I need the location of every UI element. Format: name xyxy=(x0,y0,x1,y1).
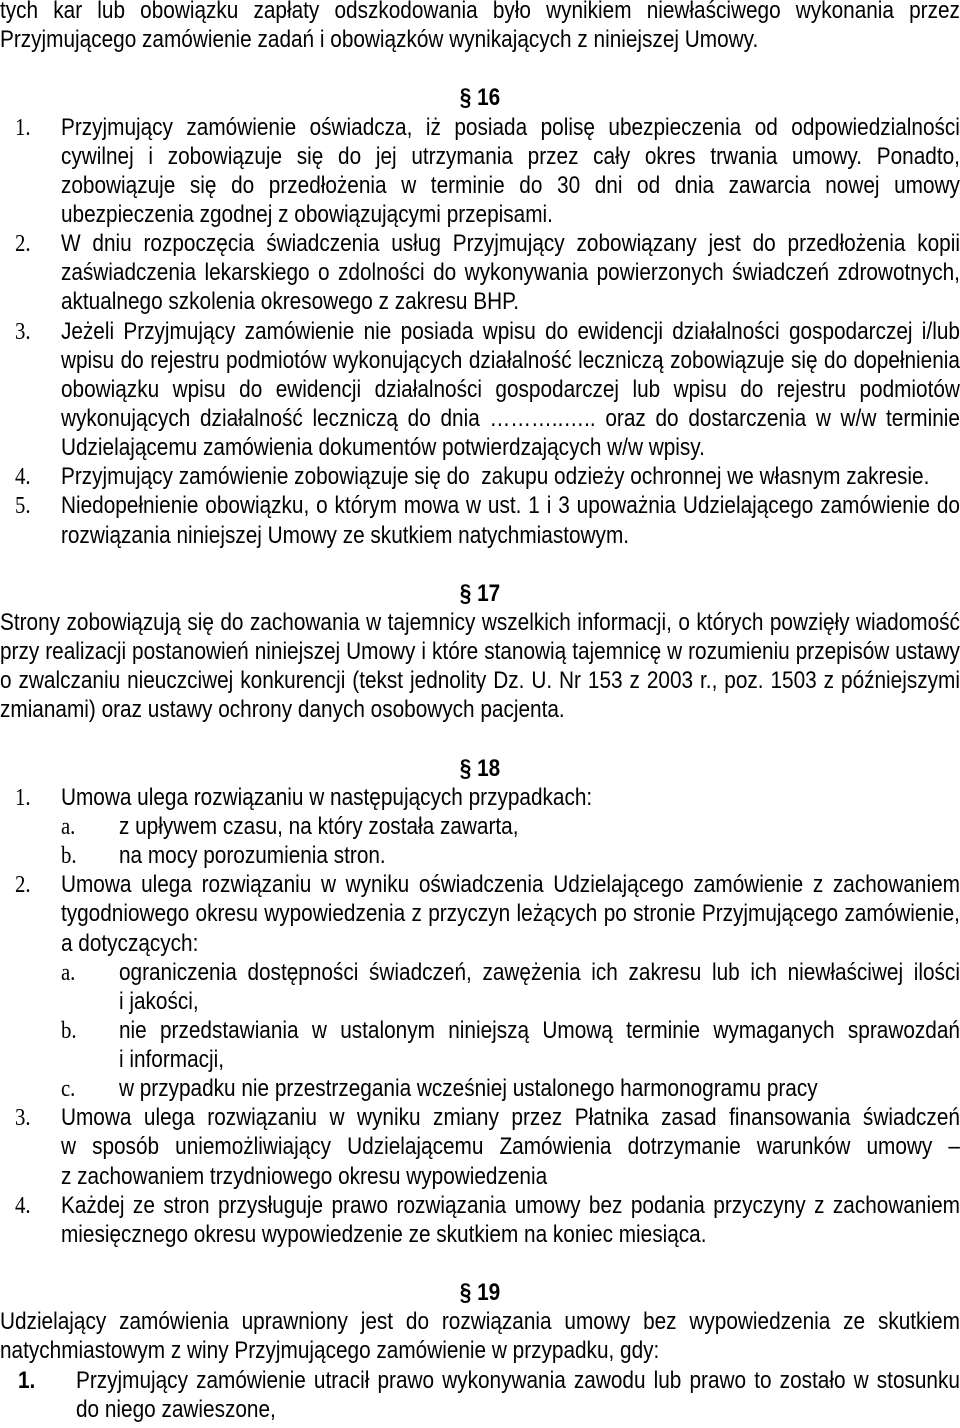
text-line: Umowa ulega rozwiązaniu w wyniku oświadczenia Udzielającego zamówienie z zachowaniem xyxy=(60,871,960,899)
item-number: 1. xyxy=(17,1366,36,1394)
item-number: 1. xyxy=(14,113,31,141)
text-line: w sposób uniemożliwiający Udzielającemu Zamówienia dotrzymanie warunków umowy – xyxy=(60,1133,960,1161)
text-line: zaświadczenia lekarskiego o zdolności do wykonywania powierzonych świadczeń zdrowotnych, xyxy=(60,259,960,287)
text-line: ograniczenia dostępności świadczeń, zawężenia ich zakresu lub ich niewłaściwej ilości xyxy=(118,958,960,986)
sub-item-letter: a. xyxy=(60,812,76,840)
item-number: 4. xyxy=(14,463,31,491)
text-line: na mocy porozumienia stron. xyxy=(118,842,386,870)
item-number: 3. xyxy=(14,317,31,345)
text-line: Umowa ulega rozwiązaniu w wyniku zmiany przez Płatnika zasad finansowania świadczeń xyxy=(60,1104,960,1132)
text-line: nie przedstawiania w ustalonym niniejszą Umową terminie wymaganych sprawozdań xyxy=(118,1016,960,1044)
text-line: tygodniowego okresu wypowiedzenia z przyczyn leżących po stronie Przyjmującego zamówienie, xyxy=(60,900,960,928)
item-number: 4. xyxy=(14,1191,31,1219)
blank-line xyxy=(0,1249,960,1278)
numbered-item xyxy=(0,870,960,1103)
numbered-item xyxy=(0,229,960,316)
numbered-item xyxy=(0,783,960,870)
blank-line xyxy=(0,54,960,83)
text-line: z upływem czasu, na który została zawarta, xyxy=(118,812,519,840)
text-line: Udzielający zamówienia uprawniony jest do rozwiązania umowy bez wypowiedzenia ze skutkiem xyxy=(0,1308,960,1336)
numbered-item xyxy=(0,317,960,463)
sub-item-letter: b. xyxy=(60,1016,77,1044)
sub-item-letter: b. xyxy=(60,842,77,870)
sub-item xyxy=(61,841,960,870)
section-17 xyxy=(0,579,960,725)
text-line: Przyjmujący zamówienie zobowiązuje się do zakupu odzieży ochronnej we własnym zakresie. xyxy=(60,463,930,491)
text-line: a dotyczących: xyxy=(60,929,199,957)
numbered-item xyxy=(0,113,960,230)
blank-line xyxy=(0,550,960,579)
text-line: tych kar lub obowiązku zapłaty odszkodowania było wynikiem niewłaściwego wykonania przez xyxy=(0,0,960,24)
item-number: 3. xyxy=(14,1104,31,1132)
text-line: W dniu rozpoczęcia świadczenia usług Przyjmujący zobowiązany jest do przedłożenia kopii xyxy=(60,230,960,258)
paragraph xyxy=(0,1307,960,1365)
numbered-item xyxy=(0,491,960,549)
sub-item-letter: c. xyxy=(60,1075,76,1103)
text-line: Jeżeli Przyjmujący zamówienie nie posiada wpisu do ewidencji działalności gospodarczej i/lub xyxy=(60,317,960,345)
text-line: Strony zobowiązują się do zachowania w tajemnicy wszelkich informacji, o których powzięły wiadomość xyxy=(0,608,960,636)
text-line: z zachowaniem trzydniowego okresu wypowiedzenia xyxy=(60,1162,548,1190)
item-number: 2. xyxy=(14,871,31,899)
text-line: o zwalczaniu nieuczciwej konkurencji (tekst jednolity Dz. U. Nr 153 z 2003 r., poz. 1503 z późniejszymi xyxy=(0,667,960,695)
section-heading: § 17 xyxy=(459,579,501,607)
item-number: 2. xyxy=(14,230,31,258)
numbered-item xyxy=(0,1366,960,1424)
text-line: zobowiązuje się do przedłożenia w terminie do 30 dni od dnia zawarcia nowej umowy xyxy=(60,171,960,199)
text-line: do niego zawieszone, xyxy=(75,1395,276,1423)
text-line: Przyjmującego zamówienie zadań i obowiązków wynikających z niniejszej Umowy. xyxy=(0,26,759,54)
text-line: w przypadku nie przestrzegania wcześniej ustalonego harmonogramu pracy xyxy=(118,1075,818,1103)
text-line: ubezpieczenia zgodnej z obowiązującymi przepisami. xyxy=(60,200,553,228)
intro-paragraph xyxy=(0,0,960,54)
sub-item xyxy=(61,958,960,1016)
text-line: Przyjmujący zamówienie oświadcza, iż posiada polisę ubezpieczenia od odpowiedzialności xyxy=(60,113,960,141)
text-line: Każdej ze stron przysługuje prawo rozwiązania umowy bez podania przyczyny z zachowaniem xyxy=(60,1191,960,1219)
text-line: wykonujących działalność leczniczą do dnia ………..….. oraz do dostarczenia w w/w terminie xyxy=(60,404,960,432)
sub-item-letter: a. xyxy=(60,958,76,986)
sub-item xyxy=(61,812,960,841)
text-line: natychmiastowym z winy Przyjmującego zamówienie w przypadku, gdy: xyxy=(0,1337,660,1365)
text-line: zmianami) oraz ustawy ochrony danych osobowych pacjenta. xyxy=(0,696,565,724)
section-heading: § 19 xyxy=(459,1279,501,1307)
section-18 xyxy=(0,754,960,1249)
numbered-item xyxy=(0,1103,960,1190)
text-line: Udzielającemu zamówienia dokumentów potwierdzających w/w wpisy. xyxy=(60,434,705,462)
text-line: obowiązku wpisu do ewidencji działalności gospodarczej lub wpisu do rejestru podmiotów xyxy=(60,375,960,403)
text-line: i informacji, xyxy=(118,1046,225,1074)
text-line: przy realizacji postanowień niniejszej Umowy i które stanowią tajemnicę w rozumieniu przepisów ustawy xyxy=(0,638,960,666)
sub-item xyxy=(61,1074,960,1103)
numbered-item xyxy=(0,1191,960,1249)
text-line: Przyjmujący zamówienie utracił prawo wykonywania zawodu lub prawo to zostało w stosunku xyxy=(75,1366,960,1394)
text-line: cywilnej i zobowiązuje się do jej utrzymania przez cały okres trwania umowy. Ponadto, xyxy=(60,142,960,170)
item-number: 1. xyxy=(14,783,31,811)
blank-line xyxy=(0,725,960,754)
section-19 xyxy=(0,1278,960,1424)
text-line: rozwiązania niniejszej Umowy ze skutkiem natychmiastowym. xyxy=(60,521,630,549)
text-line: wpisu do rejestru podmiotów wykonujących działalność leczniczą zobowiązuje się do dopełnienia xyxy=(60,346,960,374)
item-number: 5. xyxy=(14,492,31,520)
sub-item xyxy=(61,1016,960,1074)
text-line: i jakości, xyxy=(118,987,199,1015)
paragraph xyxy=(0,608,960,725)
section-heading: § 18 xyxy=(459,754,501,782)
text-line: Niedopełnienie obowiązku, o którym mowa w ust. 1 i 3 upoważnia Udzielającego zamówienie do xyxy=(60,492,960,520)
text-line: Umowa ulega rozwiązaniu w następujących przypadkach: xyxy=(60,783,593,811)
section-16 xyxy=(0,83,960,549)
text-line: aktualnego szkolenia okresowego z zakresu BHP. xyxy=(60,288,520,316)
numbered-item xyxy=(0,462,960,491)
section-heading: § 16 xyxy=(459,84,501,112)
text-line: miesięcznego okresu wypowiedzenie ze skutkiem na koniec miesiąca. xyxy=(60,1220,707,1248)
